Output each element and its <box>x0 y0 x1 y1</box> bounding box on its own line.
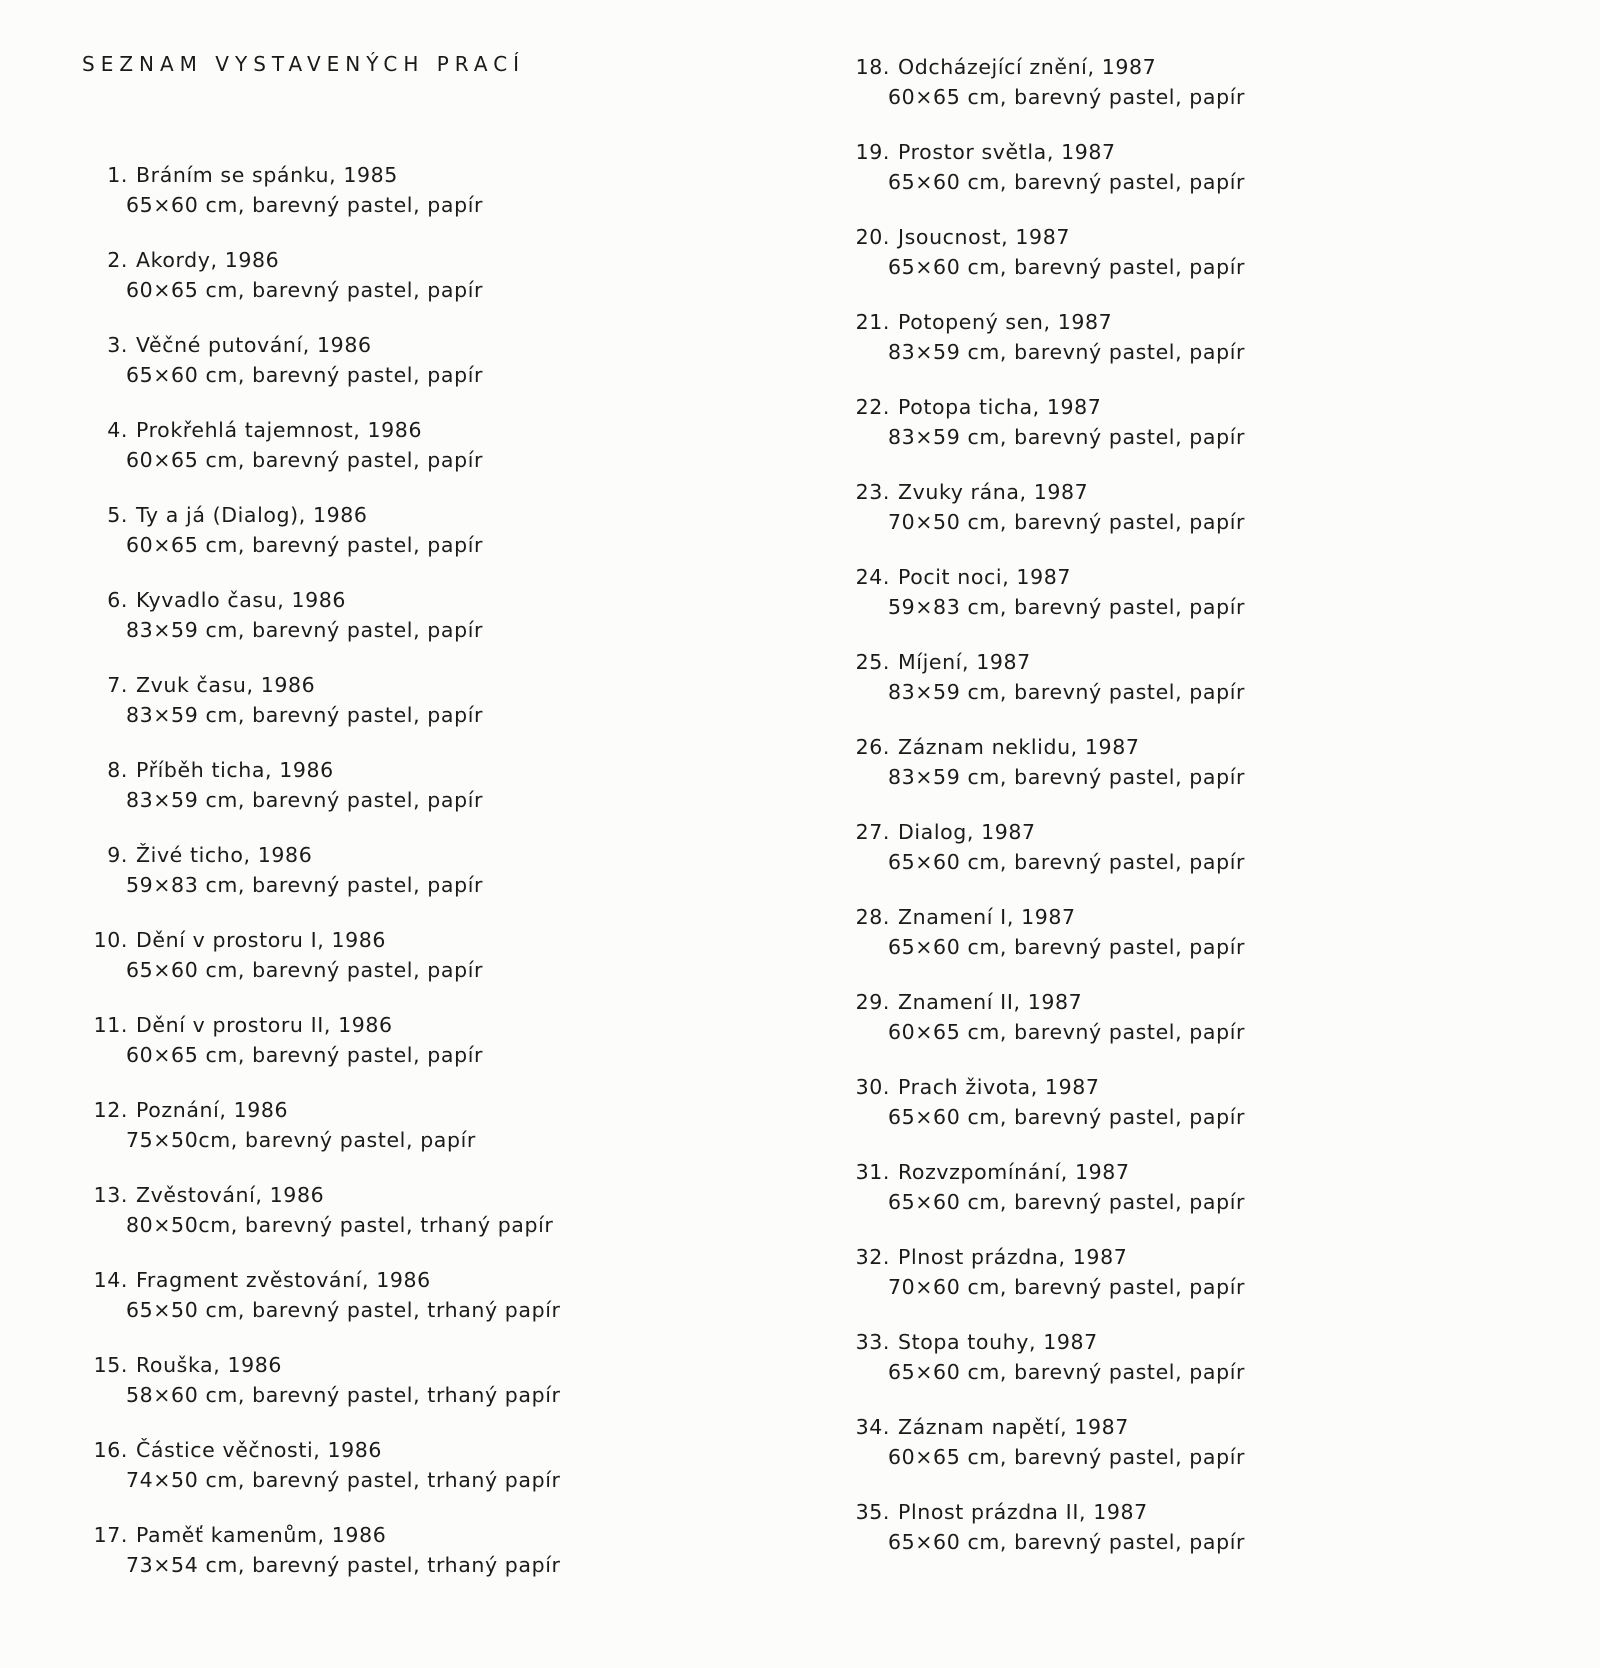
list-item <box>848 562 1245 647</box>
item-description: 65×60 cm, barevný pastel, papír <box>888 1105 1246 1129</box>
list-item <box>848 1157 1245 1242</box>
item-title: Akordy, 1986 <box>136 248 280 272</box>
item-title: Dění v prostoru I, 1986 <box>136 928 387 952</box>
item-number: 12. <box>93 1098 128 1122</box>
item-number: 9. <box>107 843 128 867</box>
item-description: 65×60 cm, barevný pastel, papír <box>126 363 484 387</box>
item-description: 65×60 cm, barevný pastel, papír <box>888 1190 1246 1214</box>
list-item <box>86 330 561 415</box>
item-title: Ty a já (Dialog), 1986 <box>136 503 368 527</box>
list-item <box>848 52 1245 137</box>
list-item <box>86 840 561 925</box>
item-title: Dialog, 1987 <box>898 820 1036 844</box>
item-title: Živé ticho, 1986 <box>136 843 313 867</box>
works-list-right <box>848 52 1245 1582</box>
item-title: Fragment zvěstování, 1986 <box>136 1268 431 1292</box>
item-number: 17. <box>93 1523 128 1547</box>
list-item <box>86 1095 561 1180</box>
item-title: Záznam neklidu, 1987 <box>898 735 1140 759</box>
item-title: Stopa touhy, 1987 <box>898 1330 1098 1354</box>
item-number: 6. <box>107 588 128 612</box>
item-description: 70×60 cm, barevný pastel, papír <box>888 1275 1246 1299</box>
item-description: 83×59 cm, barevný pastel, papír <box>126 618 484 642</box>
item-description: 74×50 cm, barevný pastel, trhaný papír <box>126 1468 561 1492</box>
item-title: Zvuky rána, 1987 <box>898 480 1089 504</box>
item-number: 28. <box>855 905 890 929</box>
item-number: 14. <box>93 1268 128 1292</box>
item-title: Plnost prázdna II, 1987 <box>898 1500 1148 1524</box>
item-description: 65×60 cm, barevný pastel, papír <box>888 1360 1246 1384</box>
item-number: 30. <box>855 1075 890 1099</box>
item-number: 18. <box>855 55 890 79</box>
item-title: Zvuk času, 1986 <box>136 673 316 697</box>
item-description: 83×59 cm, barevný pastel, papír <box>888 765 1246 789</box>
list-item <box>86 500 561 585</box>
item-number: 29. <box>855 990 890 1014</box>
list-item <box>848 1072 1245 1157</box>
item-description: 60×65 cm, barevný pastel, papír <box>126 533 484 557</box>
item-title: Rozvzpomínání, 1987 <box>898 1160 1130 1184</box>
list-item <box>848 1242 1245 1327</box>
item-title: Částice věčnosti, 1986 <box>136 1438 383 1462</box>
item-number: 8. <box>107 758 128 782</box>
item-number: 21. <box>855 310 890 334</box>
list-item <box>848 477 1245 562</box>
list-item <box>86 1265 561 1350</box>
list-item <box>848 1497 1245 1582</box>
list-item <box>848 392 1245 477</box>
item-title: Pocit noci, 1987 <box>898 565 1071 589</box>
item-number: 13. <box>93 1183 128 1207</box>
item-number: 27. <box>855 820 890 844</box>
page-heading: SEZNAM VYSTAVENÝCH PRACÍ <box>82 52 526 76</box>
list-item <box>848 987 1245 1072</box>
item-number: 15. <box>93 1353 128 1377</box>
item-description: 65×50 cm, barevný pastel, trhaný papír <box>126 1298 561 1322</box>
item-description: 83×59 cm, barevný pastel, papír <box>126 788 484 812</box>
list-item <box>86 160 561 245</box>
item-title: Prostor světla, 1987 <box>898 140 1116 164</box>
item-number: 32. <box>855 1245 890 1269</box>
item-description: 60×65 cm, barevný pastel, papír <box>126 278 484 302</box>
item-title: Věčné putování, 1986 <box>136 333 372 357</box>
list-item <box>848 137 1245 222</box>
item-title: Jsoucnost, 1987 <box>898 225 1070 249</box>
item-description: 65×60 cm, barevný pastel, papír <box>126 193 484 217</box>
item-number: 34. <box>855 1415 890 1439</box>
item-title: Prach života, 1987 <box>898 1075 1100 1099</box>
item-description: 65×60 cm, barevný pastel, papír <box>126 958 484 982</box>
item-title: Odcházející znění, 1987 <box>898 55 1157 79</box>
item-number: 24. <box>855 565 890 589</box>
item-number: 19. <box>855 140 890 164</box>
works-list-left <box>86 160 561 1605</box>
item-description: 59×83 cm, barevný pastel, papír <box>888 595 1246 619</box>
item-number: 16. <box>93 1438 128 1462</box>
item-title: Záznam napětí, 1987 <box>898 1415 1129 1439</box>
item-number: 22. <box>855 395 890 419</box>
item-title: Bráním se spánku, 1985 <box>136 163 398 187</box>
item-description: 58×60 cm, barevný pastel, trhaný papír <box>126 1383 561 1407</box>
item-title: Potopený sen, 1987 <box>898 310 1113 334</box>
item-description: 65×60 cm, barevný pastel, papír <box>888 1530 1246 1554</box>
item-description: 65×60 cm, barevný pastel, papír <box>888 255 1246 279</box>
item-title: Paměť kamenům, 1986 <box>136 1523 387 1547</box>
item-description: 65×60 cm, barevný pastel, papír <box>888 170 1246 194</box>
item-title: Poznání, 1986 <box>136 1098 289 1122</box>
item-number: 23. <box>855 480 890 504</box>
item-title: Kyvadlo času, 1986 <box>136 588 347 612</box>
item-description: 59×83 cm, barevný pastel, papír <box>126 873 484 897</box>
list-item <box>848 222 1245 307</box>
list-item <box>86 670 561 755</box>
list-item <box>848 307 1245 392</box>
item-title: Znamení II, 1987 <box>898 990 1083 1014</box>
item-description: 80×50cm, barevný pastel, trhaný papír <box>126 1213 554 1237</box>
item-number: 31. <box>855 1160 890 1184</box>
list-item <box>86 1435 561 1520</box>
list-item <box>848 732 1245 817</box>
item-description: 60×65 cm, barevný pastel, papír <box>888 1445 1246 1469</box>
item-number: 33. <box>855 1330 890 1354</box>
item-description: 75×50cm, barevný pastel, papír <box>126 1128 476 1152</box>
item-number: 25. <box>855 650 890 674</box>
item-description: 65×60 cm, barevný pastel, papír <box>888 935 1246 959</box>
list-item <box>848 817 1245 902</box>
item-number: 4. <box>107 418 128 442</box>
item-number: 3. <box>107 333 128 357</box>
item-number: 35. <box>855 1500 890 1524</box>
item-title: Znamení I, 1987 <box>898 905 1076 929</box>
item-description: 60×65 cm, barevný pastel, papír <box>888 1020 1246 1044</box>
list-item <box>86 585 561 670</box>
list-item <box>86 415 561 500</box>
item-number: 10. <box>93 928 128 952</box>
list-item <box>86 245 561 330</box>
item-title: Rouška, 1986 <box>136 1353 283 1377</box>
item-number: 5. <box>107 503 128 527</box>
list-item <box>848 647 1245 732</box>
item-title: Zvěstování, 1986 <box>136 1183 325 1207</box>
item-title: Prokřehlá tajemnost, 1986 <box>136 418 423 442</box>
list-item <box>86 755 561 840</box>
item-number: 11. <box>93 1013 128 1037</box>
item-title: Potopa ticha, 1987 <box>898 395 1102 419</box>
item-description: 83×59 cm, barevný pastel, papír <box>888 425 1246 449</box>
item-description: 70×50 cm, barevný pastel, papír <box>888 510 1246 534</box>
list-item <box>848 1327 1245 1412</box>
item-number: 7. <box>107 673 128 697</box>
item-description: 83×59 cm, barevný pastel, papír <box>888 680 1246 704</box>
item-number: 1. <box>107 163 128 187</box>
item-description: 60×65 cm, barevný pastel, papír <box>126 1043 484 1067</box>
list-item <box>848 902 1245 987</box>
item-title: Příběh ticha, 1986 <box>136 758 334 782</box>
item-description: 60×65 cm, barevný pastel, papír <box>126 448 484 472</box>
list-item <box>86 1180 561 1265</box>
item-description: 60×65 cm, barevný pastel, papír <box>888 85 1246 109</box>
list-item <box>86 1010 561 1095</box>
item-title: Míjení, 1987 <box>898 650 1031 674</box>
item-description: 83×59 cm, barevný pastel, papír <box>126 703 484 727</box>
list-item <box>86 1350 561 1435</box>
item-number: 2. <box>107 248 128 272</box>
item-title: Dění v prostoru II, 1986 <box>136 1013 393 1037</box>
item-description: 83×59 cm, barevný pastel, papír <box>888 340 1246 364</box>
list-item <box>848 1412 1245 1497</box>
item-description: 65×60 cm, barevný pastel, papír <box>888 850 1246 874</box>
list-item <box>86 925 561 1010</box>
item-number: 20. <box>855 225 890 249</box>
item-number: 26. <box>855 735 890 759</box>
item-description: 73×54 cm, barevný pastel, trhaný papír <box>126 1553 561 1577</box>
list-item <box>86 1520 561 1605</box>
item-title: Plnost prázdna, 1987 <box>898 1245 1128 1269</box>
